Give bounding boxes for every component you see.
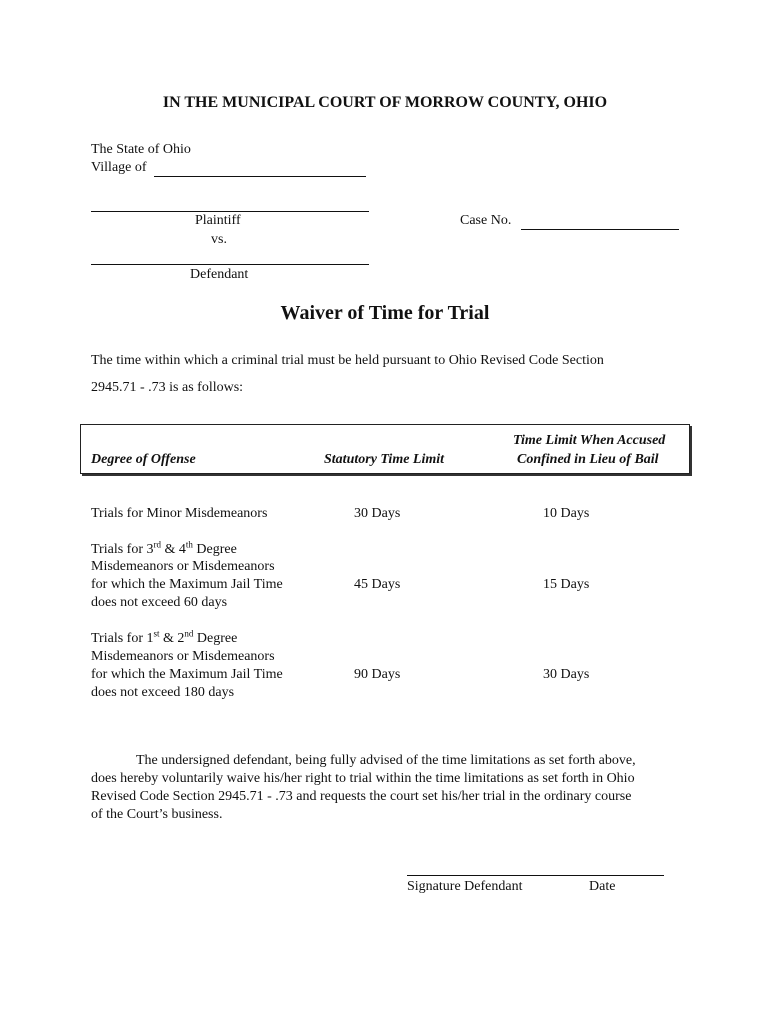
- defendant-name-field[interactable]: [91, 264, 369, 265]
- court-title: IN THE MUNICIPAL COURT OF MORROW COUNTY, OHIO: [162, 94, 608, 111]
- plaintiff-name-field[interactable]: [91, 211, 369, 212]
- row-1-confined: 10 Days: [543, 506, 590, 521]
- plaintiff-label: Plaintiff: [195, 213, 241, 228]
- row-2-offense-line-2: Misdemeanors or Misdemeanors: [91, 559, 275, 574]
- waiver-line-4: of the Court’s business.: [91, 807, 223, 822]
- intro-line-1: The time within which a criminal trial must be held pursuant to Ohio Revised Code Section: [91, 353, 604, 368]
- intro-line-2: 2945.71 - .73 is as follows:: [91, 380, 244, 395]
- waiver-line-2: does hereby voluntarily waive his/her right to trial within the time limitations as set forth in Ohio: [91, 771, 635, 786]
- header-confined-line-1: Time Limit When Accused: [513, 433, 666, 448]
- row-3-offense-line-1: Trials for 1st & 2nd Degree: [91, 628, 238, 646]
- row-2-offense-line-4: does not exceed 60 days: [91, 595, 228, 610]
- row-3-offense-line-3: for which the Maximum Jail Time: [91, 667, 283, 682]
- row-3-statutory: 90 Days: [354, 667, 401, 682]
- row-2-offense-line-1: Trials for 3rd & 4th Degree: [91, 539, 237, 557]
- header-degree: Degree of Offense: [91, 452, 196, 467]
- header-statutory: Statutory Time Limit: [324, 452, 445, 467]
- waiver-line-1: The undersigned defendant, being fully advised of the time limitations as set forth above,: [136, 753, 636, 768]
- header-confined-line-2: Confined in Lieu of Bail: [517, 452, 659, 467]
- row-2-offense-line-3: for which the Maximum Jail Time: [91, 577, 283, 592]
- date-label: Date: [589, 879, 616, 894]
- village-name-field[interactable]: [154, 176, 366, 177]
- defendant-label: Defendant: [190, 267, 249, 282]
- row-2-statutory: 45 Days: [354, 577, 401, 592]
- row-3-confined: 30 Days: [543, 667, 590, 682]
- row-1-statutory: 30 Days: [354, 506, 401, 521]
- form-title: Waiver of Time for Trial: [280, 302, 490, 324]
- signature-label: Signature Defendant: [407, 879, 523, 894]
- row-3-offense-line-2: Misdemeanors or Misdemeanors: [91, 649, 275, 664]
- signature-line[interactable]: [407, 875, 664, 876]
- village-label: Village of: [91, 160, 147, 175]
- case-no-label: Case No.: [460, 213, 512, 228]
- row-2-confined: 15 Days: [543, 577, 590, 592]
- waiver-paragraph: [91, 752, 691, 824]
- vs-label: vs.: [211, 232, 227, 247]
- row-3-offense-line-4: does not exceed 180 days: [91, 685, 235, 700]
- waiver-line-3: Revised Code Section 2945.71 - .73 and requests the court set his/her trial in the ordinary course: [91, 789, 632, 804]
- case-no-field[interactable]: [521, 229, 679, 230]
- row-1-offense: Trials for Minor Misdemeanors: [91, 506, 268, 521]
- state-label: The State of Ohio: [91, 142, 191, 157]
